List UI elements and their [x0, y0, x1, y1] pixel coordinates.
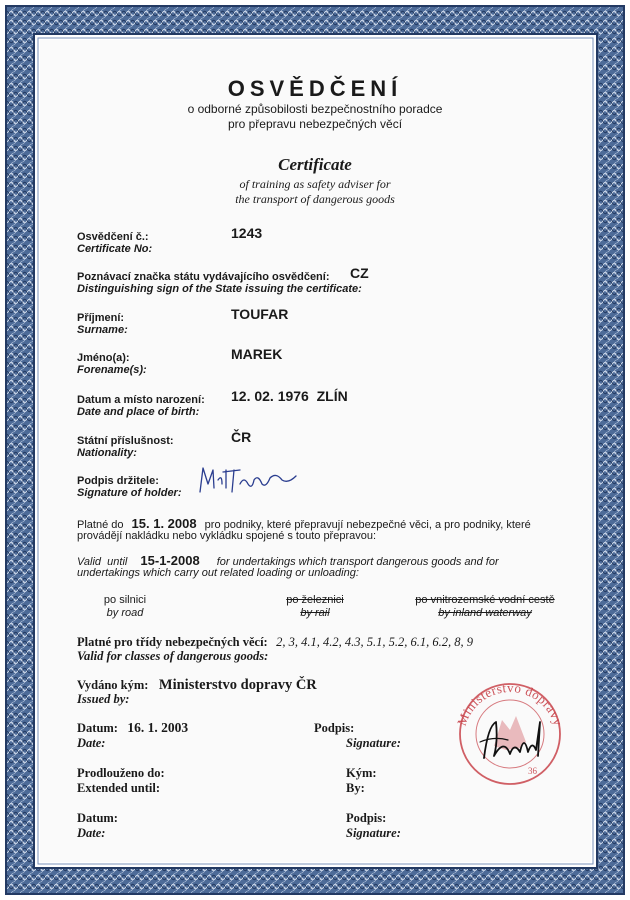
validity-cz-date: 15. 1. 2008	[131, 516, 197, 531]
signature2-label-cz: Podpis:	[346, 811, 387, 825]
cert-no-value: 1243	[231, 225, 263, 241]
forename-value: MAREK	[231, 346, 283, 362]
validity-en-prefix: Valid until	[77, 556, 128, 568]
validity-cz-line1	[77, 516, 531, 531]
extended-label-cz: Prodlouženo do:	[77, 766, 165, 780]
document-title: OSVĚDČENÍ	[227, 76, 403, 101]
extended-label-en: Extended until:	[77, 781, 161, 795]
mode-road-en: by road	[106, 607, 144, 619]
issued-value: Ministerstvo dopravy ČR	[158, 677, 317, 693]
birth-label-en: Date and place of birth:	[77, 406, 200, 418]
signature-label-en: Signature:	[346, 736, 401, 750]
holder-signature	[196, 462, 306, 498]
issued-label-en: Issued by:	[77, 692, 130, 706]
signature2-label-en: Signature:	[346, 826, 401, 840]
signature-label-cz: Podpis:	[314, 721, 355, 735]
stamp-text: Ministerstvo dopravy	[453, 679, 567, 728]
classes-label-en: Valid for classes of dangerous goods:	[77, 649, 269, 663]
extended-by-label-en: By:	[346, 781, 365, 795]
surname-label-en: Surname:	[77, 324, 128, 336]
english-title: Certificate	[278, 155, 352, 174]
issued-label-cz: Vydáno kým:	[77, 678, 149, 692]
validity-en-line1	[77, 553, 499, 568]
mode-waterway-cz: po vnitrozemské vodní cestě	[415, 594, 555, 606]
state-value: CZ	[350, 265, 369, 281]
validity-en-line2: undertakings which carry out related loading or unloading:	[77, 567, 359, 579]
nationality-value: ČR	[231, 429, 252, 445]
holder-signature-label-cz: Podpis držitele:	[77, 475, 159, 487]
cert-no-label-cz: Osvědčení č.:	[77, 231, 149, 243]
mode-rail-cz: po železnici	[286, 594, 344, 606]
date2-label-en: Date:	[77, 826, 106, 840]
birth-value: 12. 02. 1976 ZLÍN	[231, 388, 348, 404]
surname-label-cz: Příjmení:	[77, 312, 125, 324]
document-subtitle-line2: pro přepravu nebezpečných věcí	[227, 117, 403, 131]
state-label-en: Distinguishing sign of the State issuing the certificate:	[77, 283, 362, 295]
stamp-number: 36	[528, 766, 537, 776]
forename-label-en: Forename(s):	[77, 364, 147, 376]
holder-signature-label-en: Signature of holder:	[77, 487, 182, 499]
forename-label-cz: Jméno(a):	[77, 352, 130, 364]
validity-cz-prefix: Platné do	[77, 519, 124, 531]
date2-label-cz: Datum:	[77, 811, 118, 825]
english-subtitle-line2: the transport of dangerous goods	[235, 192, 395, 206]
validity-cz-line2: provádějí nakládku nebo vykládku spojené s touto přepravou:	[77, 530, 377, 542]
extended-by-label-cz: Kým:	[346, 766, 377, 780]
date-line	[77, 719, 188, 737]
date-label-cz: Datum:	[77, 721, 118, 735]
cert-no-label-en: Certificate No:	[77, 243, 153, 255]
mode-rail-en: by rail	[300, 607, 330, 619]
nationality-label-en: Nationality:	[77, 447, 137, 459]
validity-en-text: for undertakings which transport dangerous goods and for	[216, 556, 499, 568]
state-label-cz: Poznávací značka státu vydávajícího osvědčení:	[77, 271, 330, 283]
mode-waterway-en: by inland waterway	[438, 607, 532, 619]
nationality-label-cz: Státní příslušnost:	[77, 435, 174, 447]
date-label-en: Date:	[77, 736, 106, 750]
birth-label-cz: Datum a místo narození:	[77, 394, 205, 406]
validity-cz-text: pro podniky, které přepravují nebezpečné věci, a pro podniky, které	[204, 519, 531, 531]
classes-label-cz: Platné pro třídy nebezpečných věcí:	[77, 635, 268, 649]
mode-road-cz: po silnici	[103, 594, 147, 606]
date-value: 16. 1. 2003	[127, 720, 189, 735]
english-subtitle-line1: of training as safety adviser for	[239, 177, 391, 191]
document-subtitle-line1: o odborné způsobilosti bezpečnostního poradce	[187, 102, 443, 116]
validity-en-date: 15-1-2008	[140, 553, 200, 568]
classes-value: 2, 3, 4.1, 4.2, 4.3, 5.1, 5.2, 6.1, 6.2, 8, 9	[276, 635, 474, 649]
surname-value: TOUFAR	[231, 306, 289, 322]
official-signature	[474, 712, 554, 766]
